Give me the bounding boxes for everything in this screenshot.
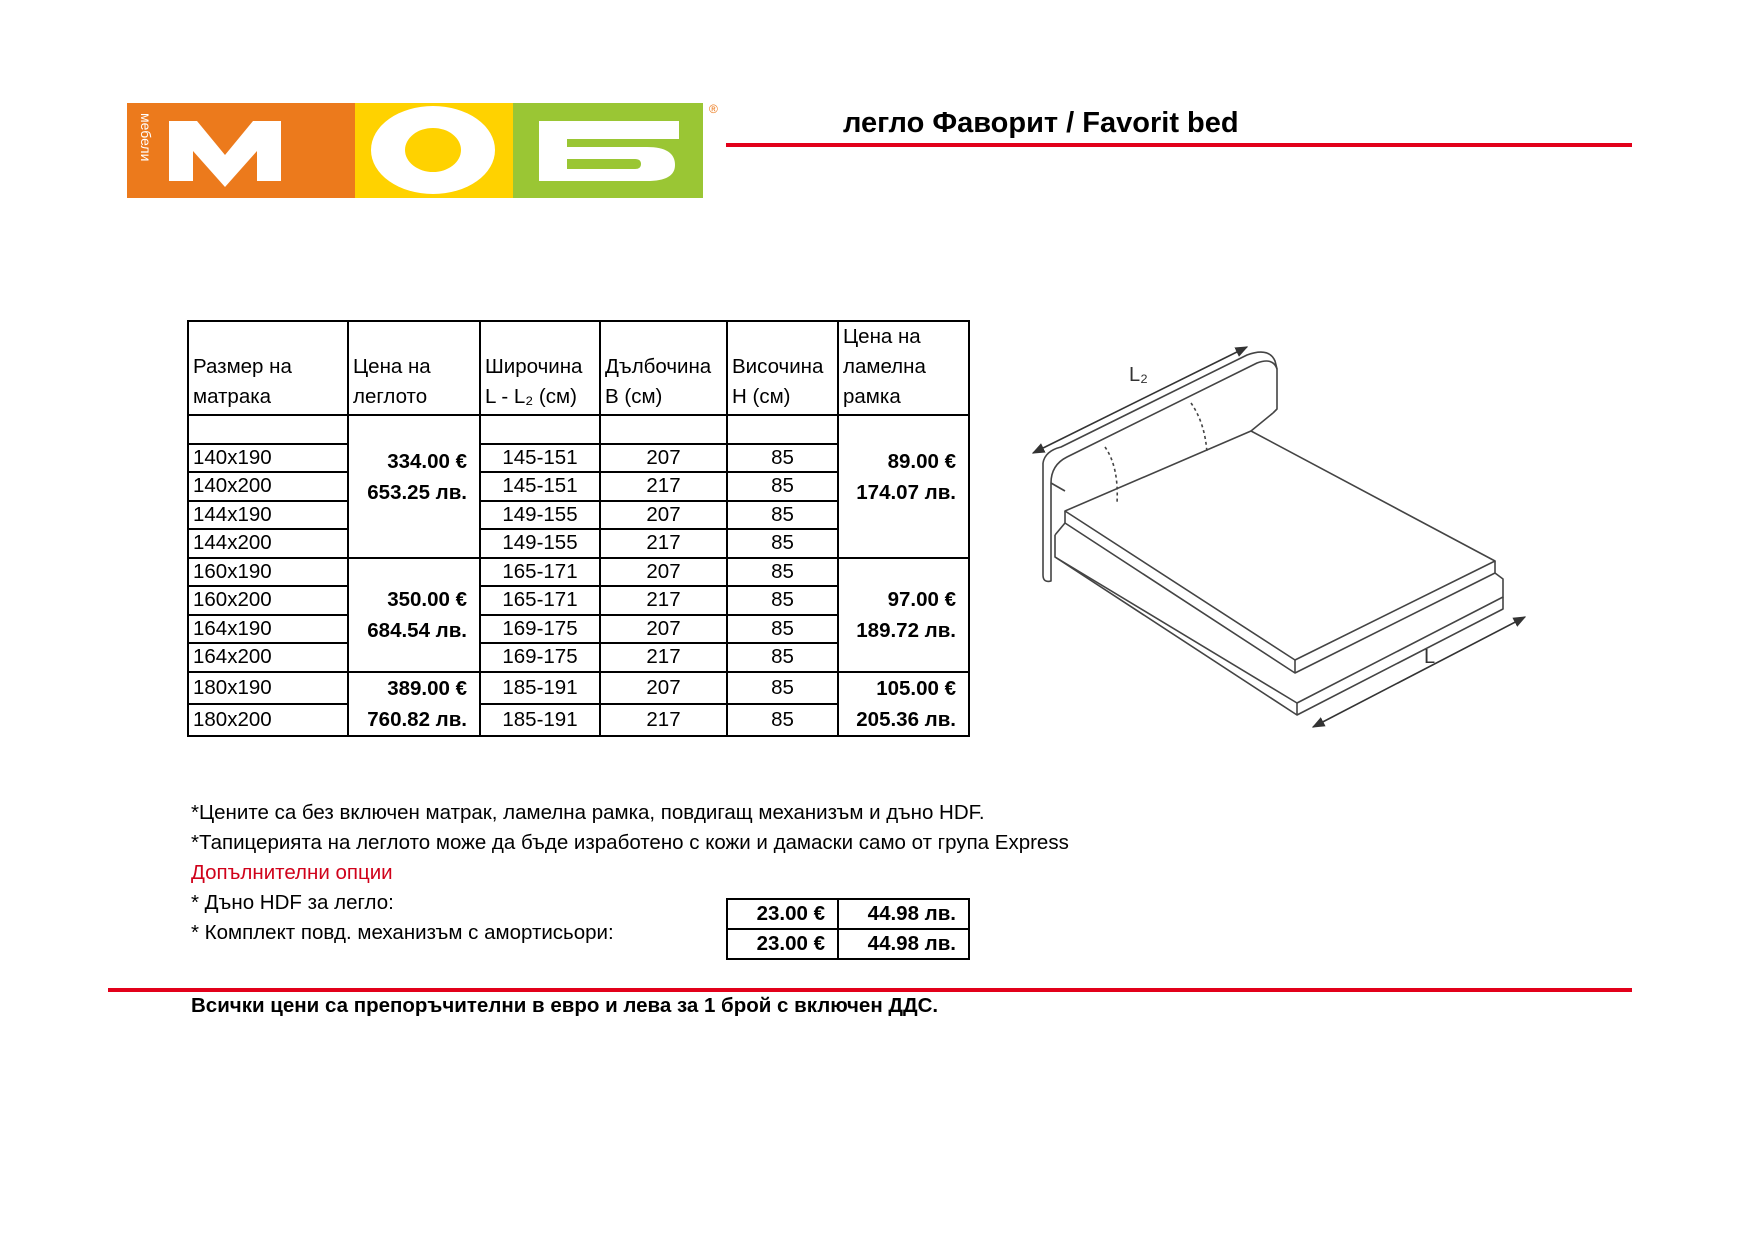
option-label-mechanism: * Комплект повд. механизъм с амортисьори:	[191, 921, 614, 944]
options-heading: Допълнителни опции	[191, 861, 393, 884]
page-title: легло Фаворит / Favorit bed	[843, 107, 1239, 139]
spacer-cell	[600, 415, 727, 444]
height-cell: 85	[727, 704, 838, 736]
header-width: Широчина L - L₂ (см)	[480, 321, 600, 415]
frame-price-group-3	[838, 672, 969, 736]
depth-cell: 217	[600, 704, 727, 736]
bed-price-group-1	[348, 415, 480, 558]
width-cell: 165-171	[480, 586, 600, 615]
option-label-hdf: * Дъно HDF за легло:	[191, 891, 394, 914]
header-height: Височина H (см)	[727, 321, 838, 415]
frame-price-bgn: 205.36 лв.	[856, 707, 956, 731]
size-cell: 180x200	[188, 704, 348, 736]
dimension-label-l2: L₂	[1129, 364, 1148, 386]
height-cell: 85	[727, 643, 838, 672]
size-cell: 164x200	[188, 643, 348, 672]
depth-cell: 217	[600, 586, 727, 615]
bed-price-bgn: 684.54 лв.	[367, 618, 467, 642]
depth-cell: 217	[600, 643, 727, 672]
mob-logo	[127, 103, 727, 198]
table-header-row	[188, 321, 969, 415]
option-row	[727, 929, 969, 959]
bed-price-bgn: 653.25 лв.	[367, 481, 467, 504]
depth-cell: 217	[600, 529, 727, 558]
size-cell: 164x190	[188, 615, 348, 644]
note-upholstery: *Тапицерията на леглото може да бъде изработено с кожи и дамаски само от група Express	[191, 831, 1069, 854]
header-bed-price: Цена на леглото	[348, 321, 480, 415]
price-spec-table	[187, 320, 970, 737]
frame-price-bgn: 189.72 лв.	[856, 618, 956, 642]
depth-cell: 207	[600, 558, 727, 587]
spacer-cell	[480, 415, 600, 444]
footer-vat-note: Всички цени са препоръчителни в евро и лева за 1 брой с включен ДДС.	[191, 994, 939, 1017]
option-price-bgn: 44.98 лв.	[838, 929, 969, 959]
size-cell: 160x200	[188, 586, 348, 615]
spacer-cell	[727, 415, 838, 444]
footer-rule	[108, 988, 1632, 992]
bed-drawing	[1025, 335, 1545, 740]
width-cell: 149-155	[480, 529, 600, 558]
depth-cell: 207	[600, 501, 727, 530]
depth-cell: 207	[600, 615, 727, 644]
spacer-cell	[188, 415, 348, 444]
width-cell: 145-151	[480, 472, 600, 501]
bed-price-bgn: 760.82 лв.	[367, 707, 467, 731]
height-cell: 85	[727, 586, 838, 615]
table-row	[188, 558, 969, 587]
dimension-arrow-l2	[1033, 347, 1247, 453]
table-spacer-row	[188, 415, 969, 444]
height-cell: 85	[727, 558, 838, 587]
frame-price-eur: 105.00 €	[876, 676, 956, 700]
option-price-eur: 23.00 €	[727, 929, 838, 959]
width-cell: 185-191	[480, 672, 600, 704]
note-prices-exclude: *Цените са без включен матрак, ламелна рамка, повдигащ механизъм и дъно HDF.	[191, 801, 985, 824]
option-row	[727, 899, 969, 929]
height-cell: 85	[727, 615, 838, 644]
bed-price-eur: 334.00 €	[387, 450, 467, 473]
table-row	[188, 672, 969, 704]
dimension-arrow-l	[1313, 617, 1525, 727]
header-frame-price: Цена на ламелна рамка	[838, 321, 969, 415]
height-cell: 85	[727, 672, 838, 704]
width-cell: 169-175	[480, 643, 600, 672]
frame-price-group-1	[838, 415, 969, 558]
size-cell: 160x190	[188, 558, 348, 587]
bed-price-group-3	[348, 672, 480, 736]
width-cell: 149-155	[480, 501, 600, 530]
frame-price-bgn: 174.07 лв.	[856, 481, 956, 504]
bed-price-eur: 389.00 €	[387, 676, 467, 700]
option-price-eur: 23.00 €	[727, 899, 838, 929]
option-price-bgn: 44.98 лв.	[838, 899, 969, 929]
depth-cell: 207	[600, 444, 727, 473]
width-cell: 165-171	[480, 558, 600, 587]
size-cell: 144x190	[188, 501, 348, 530]
bed-price-group-2	[348, 558, 480, 672]
height-cell: 85	[727, 472, 838, 501]
logo-registered-mark: ®	[709, 103, 718, 116]
size-cell: 180x190	[188, 672, 348, 704]
frame-price-eur: 89.00 €	[887, 450, 956, 473]
depth-cell: 207	[600, 672, 727, 704]
logo-side-text: мебели	[138, 113, 154, 162]
header-size: Размер на матрака	[188, 321, 348, 415]
header-rule	[726, 143, 1632, 147]
frame-price-group-2	[838, 558, 969, 672]
depth-cell: 217	[600, 472, 727, 501]
options-price-table	[726, 898, 970, 960]
frame-price-eur: 97.00 €	[887, 587, 956, 611]
width-cell: 145-151	[480, 444, 600, 473]
height-cell: 85	[727, 444, 838, 473]
width-cell: 185-191	[480, 704, 600, 736]
size-cell: 144x200	[188, 529, 348, 558]
header-depth: Дълбочина B (см)	[600, 321, 727, 415]
size-cell: 140x200	[188, 472, 348, 501]
dimension-label-l: L	[1424, 646, 1436, 668]
size-cell: 140x190	[188, 444, 348, 473]
height-cell: 85	[727, 501, 838, 530]
width-cell: 169-175	[480, 615, 600, 644]
bed-price-eur: 350.00 €	[387, 587, 467, 611]
height-cell: 85	[727, 529, 838, 558]
